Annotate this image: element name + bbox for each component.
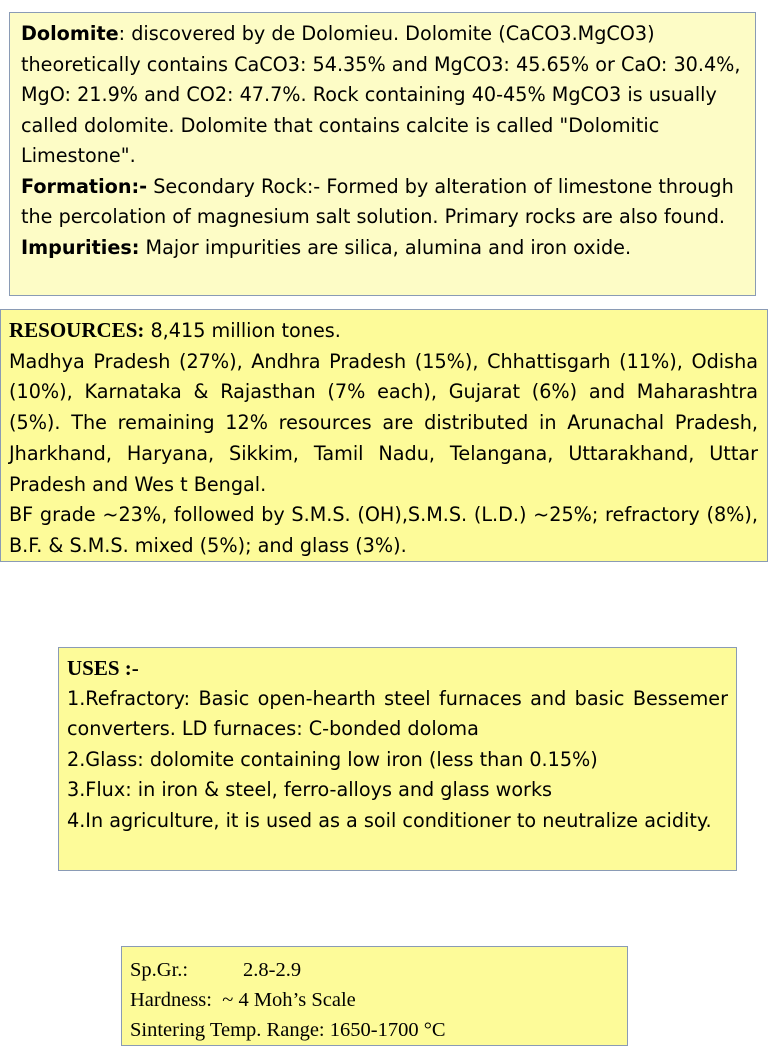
impurities-text: Major impurities are silica, alumina and iron oxide. xyxy=(139,235,632,259)
uses-box xyxy=(58,647,737,871)
impurities-paragraph xyxy=(21,233,745,264)
formation-text: Secondary Rock:- Formed by alteration of limestone through the percolation of magnesium salt solution. Primary rocks are also found. xyxy=(21,174,734,228)
resources-heading-line xyxy=(9,315,758,347)
formation-label: Formation:- xyxy=(21,174,148,198)
uses-item-refractory: 1.Refractory: Basic open-hearth steel furnaces and basic Bessemer converters. LD furnaces: C-bonded doloma xyxy=(67,686,728,741)
dolomite-definition-text: : discovered by de Dolomieu. Dolomite (CaCO3.MgCO3) theoretically contains CaCO3: 54.35% and MgCO3: 45.65% or CaO: 30.4%, MgO: 21.9% and CO2: 47.7%. Rock containing 40-45% MgCO3 is usually called dolomite. Dolomite that contains calcite is called "Dolomitic Limestone". xyxy=(21,22,741,167)
resources-heading: RESOURCES: xyxy=(9,318,145,342)
resources-distribution: Madhya Pradesh (27%), Andhra Pradesh (15%), Chhattisgarh (11%), Odisha (10%), Karnataka & Rajasthan (7% each), Gujarat (6%) and Maharashtra (5%). The remaining 12% resources are distributed in Arunachal Pradesh, Jharkhand, Haryana, Sikkim, Tamil Nadu, Telangana, Uttarakhand, Uttar Pradesh and Wes t Bengal. xyxy=(9,349,758,496)
properties-box xyxy=(121,946,628,1046)
property-specific-gravity xyxy=(130,955,619,985)
property-hardness xyxy=(130,985,619,1015)
dolomite-definition xyxy=(21,19,745,172)
resources-box xyxy=(0,309,768,562)
uses-item-glass: 2.Glass: dolomite containing low iron (less than 0.15%) xyxy=(67,747,598,771)
dolomite-term: Dolomite xyxy=(21,22,119,45)
hardness-label: Hardness: xyxy=(130,989,212,1011)
impurities-label: Impurities: xyxy=(21,235,140,259)
dolomite-description-box xyxy=(9,12,756,296)
resources-grades: BF grade ~23%, followed by S.M.S. (OH),S.M.S. (L.D.) ~25%; refractory (8%), B.F. & S.M.S. mixed (5%); and glass (3%). xyxy=(9,503,758,557)
resources-amount: 8,415 million tones. xyxy=(144,319,341,342)
hardness-value: ~ 4 Moh’s Scale xyxy=(222,989,356,1011)
uses-item-flux: 3.Flux: in iron & steel, ferro-alloys and glass works xyxy=(67,778,553,802)
formation-paragraph xyxy=(21,172,745,233)
sp-gr-label: Sp.Gr.: xyxy=(130,959,189,981)
property-sintering-partial: Sintering Temp. Range: 1650-1700 °C xyxy=(130,1019,446,1041)
sp-gr-value: 2.8-2.9 xyxy=(243,959,302,981)
uses-item-agriculture: 4.In agriculture, it is used as a soil conditioner to neutralize acidity. xyxy=(67,808,712,832)
uses-heading: USES :- xyxy=(67,656,139,680)
